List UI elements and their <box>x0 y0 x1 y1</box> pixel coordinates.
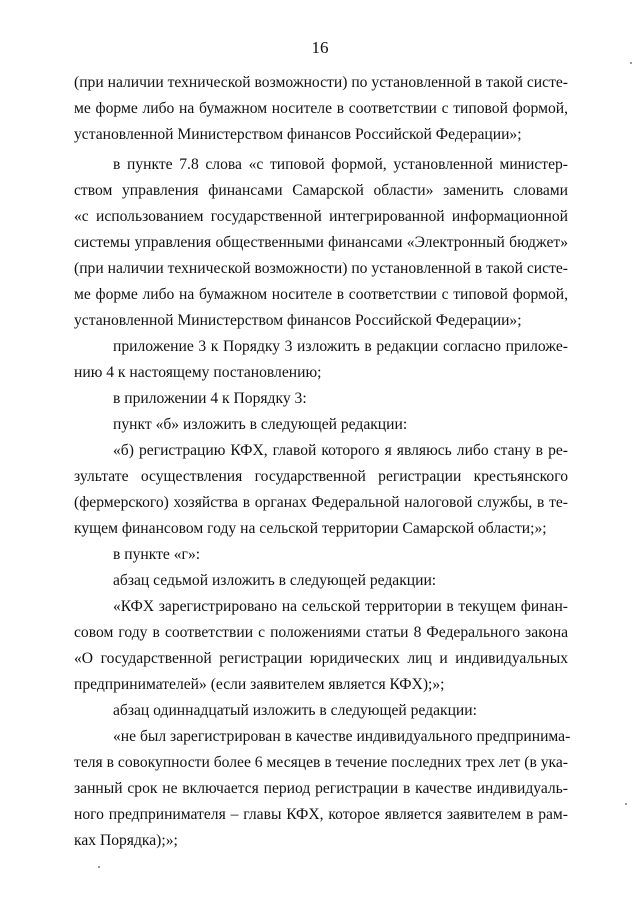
scan-speck <box>630 62 632 64</box>
text-line: теля в совокупности более 6 месяцев в течение последних трех лет (в ука- <box>74 754 568 771</box>
text-line: (при наличии технической возможности) по установленной в такой систе- <box>74 74 568 91</box>
text-line: нию 4 к настоящему постановлению; <box>74 364 322 381</box>
page-number: 16 <box>311 38 329 57</box>
text-line: в приложении 4 к Порядку 3: <box>113 390 307 407</box>
text-line: зультате осуществления государственной регистрации крестьянского <box>74 468 568 485</box>
text-line: ме форме либо на бумажном носителе в соответствии с типовой формой, <box>74 286 568 303</box>
scan-speck <box>98 866 100 868</box>
text-line: «КФХ зарегистрировано на сельской территории в текущем финан- <box>113 598 568 615</box>
text-line: приложение 3 к Порядку 3 изложить в редакции согласно приложе- <box>113 338 568 355</box>
text-line: в пункте 7.8 слова «с типовой формой, установленной министер- <box>113 156 568 173</box>
text-line: системы управления общественными финансами «Электронный бюджет» <box>74 234 568 251</box>
text-line: (при наличии технической возможности) по установленной в такой систе- <box>74 260 568 277</box>
text-line: ме форме либо на бумажном носителе в соответствии с типовой формой, <box>74 100 568 117</box>
text-line: занный срок не включается период регистрации в качестве индивидуаль- <box>74 780 568 797</box>
text-line: установленной Министерством финансов Российской Федерации»; <box>74 126 522 143</box>
text-line: предпринимателей» (если заявителем является КФХ);»; <box>74 676 445 693</box>
text-line: совом году в соответствии с положениями статьи 8 Федерального закона <box>74 624 568 641</box>
text-line: пункт «б» изложить в следующей редакции: <box>113 416 408 433</box>
text-line: «б) регистрацию КФХ, главой которого я являюсь либо стану в ре- <box>113 442 568 459</box>
scan-speck <box>625 803 627 805</box>
text-line: в пункте «г»: <box>113 546 201 563</box>
text-line: ках Порядка);»; <box>74 832 178 849</box>
text-line: «с использованием государственной интегрированной информационной <box>74 208 568 225</box>
text-line: кущем финансовом году на сельской территории Самарской области;»; <box>74 520 547 537</box>
text-line: ством управления финансами Самарской области» заменить словами <box>74 182 568 199</box>
text-line: установленной Министерством финансов Российской Федерации»; <box>74 312 522 329</box>
text-line: абзац одиннадцатый изложить в следующей редакции: <box>113 702 477 719</box>
text-line: ного предпринимателя – главы КФХ, которое является заявителем в рам- <box>74 806 568 823</box>
text-line: абзац седьмой изложить в следующей редакции: <box>113 572 437 589</box>
text-line: (фермерского) хозяйства в органах Федеральной налоговой службы, в те- <box>74 494 568 511</box>
text-line: «не был зарегистрирован в качестве индивидуального предпринима- <box>113 728 571 745</box>
text-line: «О государственной регистрации юридических лиц и индивидуальных <box>74 650 568 667</box>
